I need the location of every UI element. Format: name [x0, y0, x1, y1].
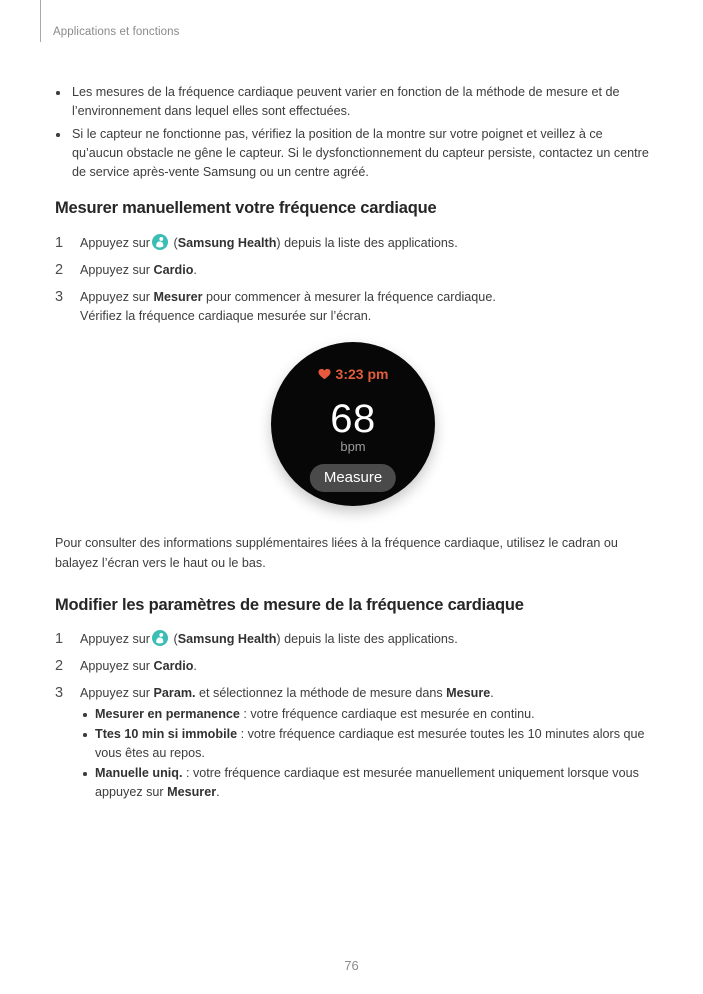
option-item: Ttes 10 min si immobile : votre fréquence cardiaque est mesurée toutes les 10 minutes alors que vous êtes au repos.	[80, 725, 651, 763]
heart-icon	[318, 368, 331, 380]
step-item	[55, 657, 651, 676]
samsung-health-icon	[152, 234, 168, 250]
step-text: Appuyez sur Cardio.	[80, 659, 197, 673]
heart-rate-value: 68	[330, 397, 376, 441]
section-title-modify-settings: Modifier les paramètres de mesure de la fréquence cardiaque	[55, 596, 524, 614]
page-number: 76	[344, 958, 359, 973]
step-text: Appuyez sur Cardio.	[80, 263, 197, 277]
step-number: 2	[55, 658, 64, 674]
intro-bullet-list	[55, 83, 651, 182]
step-number: 2	[55, 262, 64, 278]
step-text: Appuyez sur (Samsung Health) depuis la liste des applications.	[80, 632, 458, 646]
list-item: Si le capteur ne fonctionne pas, vérifiez la position de la montre sur votre poignet et veillez à ce qu’aucun obstacle ne gêne le capteur. Si le dysfonctionnement du capteur persiste, contactez un centre de service après-vente Samsung ou un centre agréé.	[55, 125, 651, 182]
step-number: 1	[55, 631, 64, 647]
measure-button: Measure	[310, 464, 396, 492]
running-header: Applications et fonctions	[53, 26, 180, 38]
step-number: 3	[55, 685, 64, 701]
samsung-health-icon	[152, 630, 168, 646]
section-title-measure-manually: Mesurer manuellement votre fréquence cardiaque	[55, 199, 437, 217]
step-item	[55, 684, 651, 802]
watch-time-label: 3:23 pm	[335, 366, 389, 382]
step-text: Appuyez sur Param. et sélectionnez la méthode de mesure dans Mesure.	[80, 686, 494, 700]
step-item	[55, 630, 651, 649]
steps-modify-settings	[55, 630, 651, 802]
heart-rate-unit: bpm	[340, 439, 366, 454]
step-item	[55, 261, 651, 280]
step-number: 1	[55, 235, 64, 251]
step-text: Appuyez sur Mesurer pour commencer à mesurer la fréquence cardiaque. Vérifiez la fréquence cardiaque mesurée sur l’écran.	[80, 290, 496, 323]
option-item: Manuelle uniq. : votre fréquence cardiaque est mesurée manuellement uniquement lorsque vous appuyez sur Mesurer.	[80, 764, 651, 802]
steps-measure-manually	[55, 234, 651, 326]
document-body	[55, 0, 651, 802]
after-watch-paragraph: Pour consulter des informations supplémentaires liées à la fréquence cardiaque, utilisez le cadran ou balayez l’écran vers le haut ou le bas.	[55, 536, 618, 570]
watch-figure	[55, 342, 651, 512]
measure-method-options	[80, 705, 651, 802]
step-text: Appuyez sur (Samsung Health) depuis la liste des applications.	[80, 236, 458, 250]
step-item	[55, 234, 651, 253]
step-text-line2: Vérifiez la fréquence cardiaque mesurée sur l’écran.	[80, 309, 372, 323]
step-item	[55, 288, 651, 326]
watch-status-row	[271, 366, 435, 382]
watch-screen	[271, 342, 435, 506]
list-item: Les mesures de la fréquence cardiaque peuvent varier en fonction de la méthode de mesure et de l’environnement dans lequel elles sont effectuées.	[55, 83, 651, 121]
option-item: Mesurer en permanence : votre fréquence cardiaque est mesurée en continu.	[80, 705, 651, 724]
step-number: 3	[55, 289, 64, 305]
header-rule	[40, 0, 41, 42]
